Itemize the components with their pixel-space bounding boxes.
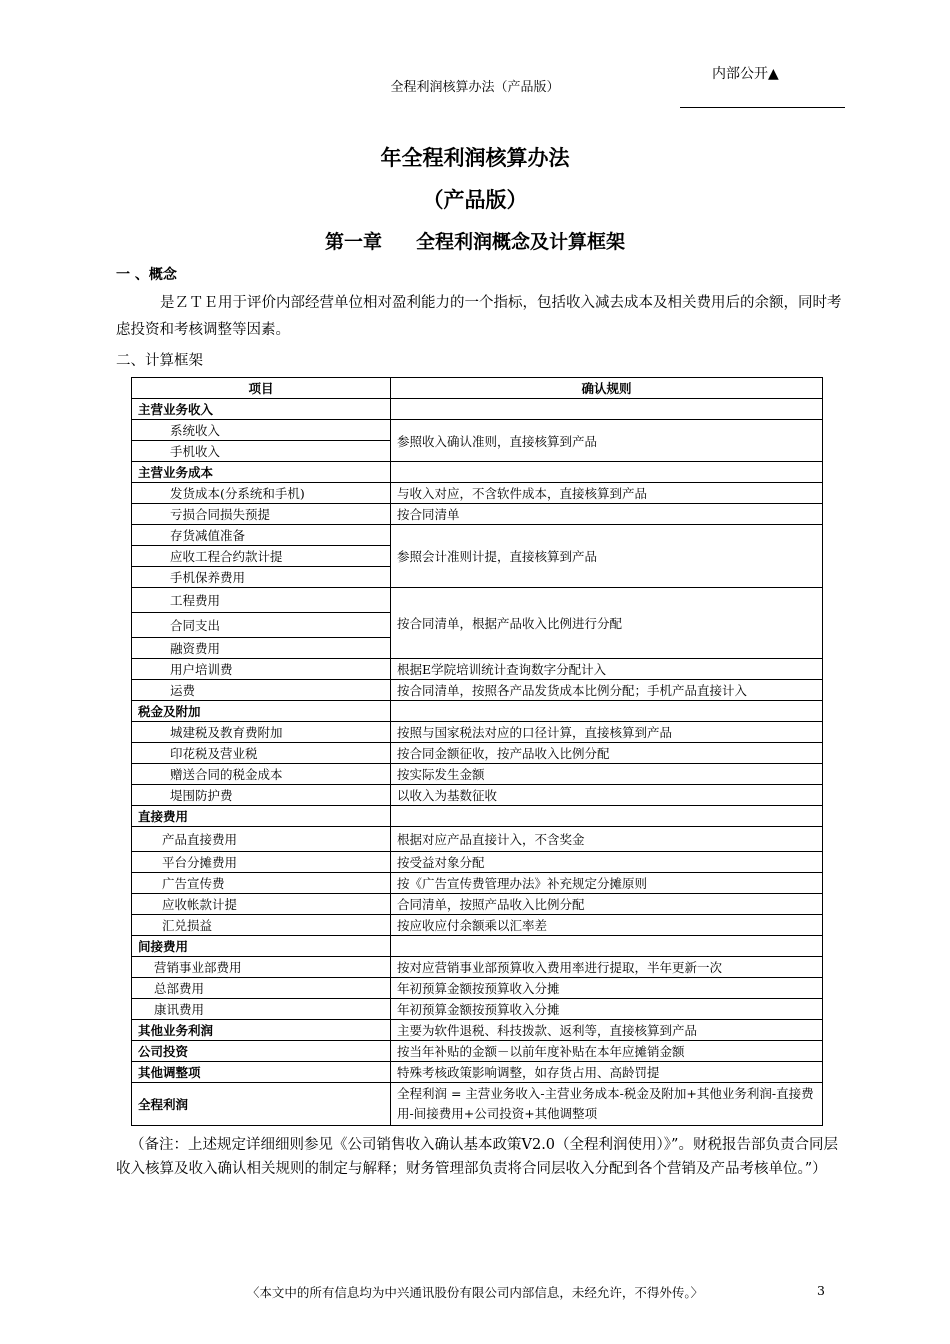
table-header-row [132,378,823,399]
category-cell: 直接费用 [132,806,391,827]
framework-table [131,377,823,1126]
table-row [132,483,823,504]
item-cell: 系统收入 [132,420,391,441]
chapter-heading [0,227,950,254]
table-row [132,722,823,743]
section-heading-concept: 一 、概念 [116,267,177,283]
table-row [132,873,823,894]
table-row [132,806,823,827]
item-cell: 运费 [132,680,391,701]
table-row [132,894,823,915]
chapter-title: 全程利润概念及计算框架 [416,231,626,253]
concept-paragraph: 是ＺＴＥ用于评价内部经营单位相对盈利能力的一个指标，包括收入减去成本及相关费用后的余额，同时考虑投资和考核调整等因素。 [116,295,842,338]
rule-cell: 按合同金额征收，按产品收入比例分配 [391,743,823,764]
rule-cell [391,399,823,420]
item-cell: 存货减值准备 [132,525,391,546]
rule-cell: 特殊考核政策影响调整，如存货占用、高龄罚提 [391,1062,823,1083]
item-cell: 应收工程合约款计提 [132,546,391,567]
item-cell: 总部费用 [132,978,391,999]
item-cell: 汇兑损益 [132,915,391,936]
rule-cell: 根据对应产品直接计入，不含奖金 [391,827,823,852]
category-cell: 主营业务成本 [132,462,391,483]
table-row [132,1062,823,1083]
rule-cell: 按当年补贴的金额－以前年度补贴在本年应摊销金额 [391,1041,823,1062]
item-cell: 城建税及教育费附加 [132,722,391,743]
column-header-item: 项目 [132,378,391,399]
item-cell: 亏损合同损失预提 [132,504,391,525]
item-cell: 手机收入 [132,441,391,462]
item-cell: 广告宣传费 [132,873,391,894]
table-row [132,743,823,764]
rule-cell: 与收入对应，不含软件成本，直接核算到产品 [391,483,823,504]
rule-cell [391,462,823,483]
rule-cell: 按受益对象分配 [391,852,823,873]
table-row [132,701,823,722]
table-row [132,999,823,1020]
document-subtitle: （产品版） [422,188,528,212]
item-cell: 工程费用 [132,588,391,613]
category-cell: 主营业务收入 [132,399,391,420]
item-cell: 平台分摊费用 [132,852,391,873]
category-cell: 税金及附加 [132,701,391,722]
footer-confidentiality-notice: 〈本文中的所有信息均为中兴通讯股份有限公司内部信息，未经允许，不得外传。〉 [246,1285,704,1300]
rule-cell: 以收入为基数征收 [391,785,823,806]
item-cell: 融资费用 [132,638,391,659]
item-cell: 应收帐款计提 [132,894,391,915]
chapter-number: 第一章 [324,231,382,253]
remarks-paragraph: （备注：上述规定详细细则参见《公司销售收入确认基本政策V2.0（全程利润使用）》”。财税报告部负责合同层收入核算及收入确认相关规则的制定与解释；财务管理部负责将合同层收入分配到各个营销及产品考核单位。”） [116,1137,838,1177]
rule-cell: 按应收应付余额乘以汇率差 [391,915,823,936]
table-row [132,957,823,978]
rule-cell: 按实际发生金额 [391,764,823,785]
rule-cell [391,936,823,957]
item-cell: 堤围防护费 [132,785,391,806]
table-row [132,1083,823,1126]
table-row [132,680,823,701]
item-cell: 产品直接费用 [132,827,391,852]
item-cell: 赠送合同的税金成本 [132,764,391,785]
table-row [132,852,823,873]
table-row [132,1041,823,1062]
table-row [132,525,823,546]
rule-cell: 按合同清单，根据产品收入比例进行分配 [391,588,823,659]
header-doc-title: 全程利润核算办法（产品版） [390,80,560,95]
category-cell: 间接费用 [132,936,391,957]
rule-cell: 按合同清单 [391,504,823,525]
table-row [132,1020,823,1041]
table-row [132,764,823,785]
rule-cell: 参照会计准则计提，直接核算到产品 [391,525,823,588]
table-row [132,659,823,680]
page-number: 3 [817,1283,825,1298]
rule-cell: 年初预算金额按预算收入分摊 [391,978,823,999]
classification-label: 内部公开▲ [712,66,779,82]
item-cell: 康讯费用 [132,999,391,1020]
rule-cell [391,806,823,827]
rule-cell: 合同清单，按照产品收入比例分配 [391,894,823,915]
rule-cell: 按照与国家税法对应的口径计算，直接核算到产品 [391,722,823,743]
category-cell: 公司投资 [132,1041,391,1062]
table-row [132,504,823,525]
table-row [132,978,823,999]
table-row [132,462,823,483]
rule-cell: 按对应营销事业部预算收入费用率进行提取，半年更新一次 [391,957,823,978]
table-row [132,827,823,852]
header-rule [680,107,845,108]
item-cell: 合同支出 [132,613,391,638]
document-title: 年全程利润核算办法 [380,146,570,170]
table-row [132,785,823,806]
item-cell: 用户培训费 [132,659,391,680]
item-cell: 手机保养费用 [132,567,391,588]
table-row [132,588,823,613]
category-cell: 其他调整项 [132,1062,391,1083]
item-cell: 印花税及营业税 [132,743,391,764]
category-cell: 全程利润 [132,1083,391,1126]
table-row [132,399,823,420]
table-row [132,420,823,441]
rule-cell: 主要为软件退税、科技拨款、返利等，直接核算到产品 [391,1020,823,1041]
rule-cell: 按《广告宣传费管理办法》补充规定分摊原则 [391,873,823,894]
category-cell: 其他业务利润 [132,1020,391,1041]
rule-cell: 全程利润 = 主营业务收入-主营业务成本-税金及附加+其他业务利润-直接费用-间接费用+公司投资+其他调整项 [391,1083,823,1126]
item-cell: 发货成本(分系统和手机) [132,483,391,504]
column-header-rule: 确认规则 [391,378,823,399]
rule-cell: 参照收入确认准则，直接核算到产品 [391,420,823,462]
item-cell: 营销事业部费用 [132,957,391,978]
table-row [132,915,823,936]
section-heading-framework: 二、计算框架 [116,353,203,369]
rule-cell: 根据E学院培训统计查询数字分配计入 [391,659,823,680]
rule-cell: 年初预算金额按预算收入分摊 [391,999,823,1020]
rule-cell: 按合同清单，按照各产品发货成本比例分配；手机产品直接计入 [391,680,823,701]
table-row [132,936,823,957]
rule-cell [391,701,823,722]
